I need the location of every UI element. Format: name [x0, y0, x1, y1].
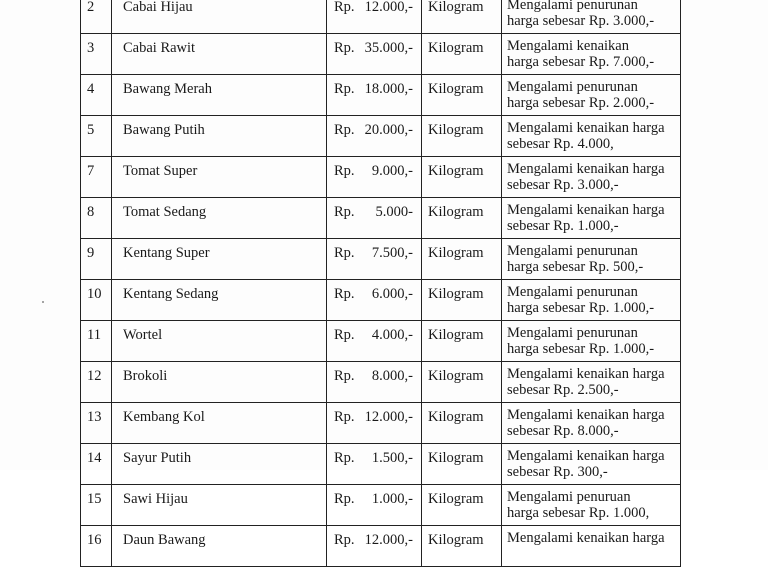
row-number: [81, 362, 112, 403]
unit-cell: [422, 526, 502, 567]
price-value: 12.000,-: [364, 532, 413, 548]
price-cell: [327, 485, 422, 526]
row-number: [81, 239, 112, 280]
row-number-text: 5: [87, 122, 95, 138]
price-cell: [327, 157, 422, 198]
row-number: [81, 403, 112, 444]
row-number-text: 3: [87, 40, 95, 56]
price-change-note: [502, 116, 681, 157]
unit-text: Kilogram: [428, 532, 484, 548]
commodity-name-text: Kembang Kol: [123, 409, 205, 425]
price-change-note: [502, 403, 681, 444]
row-number-text: 12: [87, 368, 102, 384]
table-row: [81, 116, 681, 157]
price-cell: [327, 116, 422, 157]
price-change-note: [502, 485, 681, 526]
note-line-2: sebesar Rp. 2.500,-: [507, 382, 619, 398]
note-line-2: sebesar Rp. 3.000,-: [507, 177, 619, 193]
note-line-2: harga sebesar Rp. 1.000,-: [507, 300, 655, 316]
note-line-1: Mengalami kenaikan harga: [507, 530, 665, 546]
row-number: [81, 157, 112, 198]
row-number: [81, 116, 112, 157]
note-line-1: Mengalami kenaikan harga: [507, 407, 665, 423]
table-row: [81, 444, 681, 485]
commodity-name: [112, 75, 327, 116]
price-value: 12.000,-: [364, 409, 413, 425]
row-number-text: 2: [87, 0, 95, 15]
row-number-text: 8: [87, 204, 95, 220]
note-line-2: harga sebesar Rp. 500,-: [507, 259, 644, 275]
commodity-name-text: Cabai Rawit: [123, 40, 196, 56]
note-line-1: Mengalami kenaikan harga: [507, 161, 665, 177]
commodity-name-text: Sayur Putih: [123, 450, 192, 466]
unit-text: Kilogram: [428, 163, 484, 179]
commodity-price-table: [80, 0, 681, 567]
unit-text: Kilogram: [428, 450, 484, 466]
note-line-2: sebesar Rp. 4.000,: [507, 136, 614, 152]
commodity-name: [112, 362, 327, 403]
note-line-1: Mengalami penurunan: [507, 0, 638, 13]
table-row: [81, 321, 681, 362]
unit-cell: [422, 444, 502, 485]
currency-label: Rp.: [334, 450, 355, 466]
note-line-2: harga sebesar Rp. 3.000,-: [507, 13, 655, 29]
unit-text: Kilogram: [428, 122, 484, 138]
row-number: [81, 526, 112, 567]
currency-label: Rp.: [334, 245, 355, 261]
price-value: 1.500,-: [371, 450, 413, 466]
table-body: [81, 0, 681, 567]
note-line-1: Mengalami penurunan: [507, 79, 638, 95]
commodity-name-text: Kentang Super: [123, 245, 210, 261]
commodity-name-text: Tomat Sedang: [123, 204, 207, 220]
unit-cell: [422, 198, 502, 239]
currency-label: Rp.: [334, 368, 355, 384]
commodity-name: [112, 526, 327, 567]
table-row: [81, 485, 681, 526]
table-row: [81, 239, 681, 280]
commodity-name: [112, 157, 327, 198]
commodity-name-text: Tomat Super: [123, 163, 198, 179]
row-number-text: 9: [87, 245, 95, 261]
price-value: 4.000,-: [371, 327, 413, 343]
note-line-2: harga sebesar Rp. 1.000,: [507, 505, 650, 521]
note-line-1: Mengalami penurunan: [507, 325, 638, 341]
commodity-name-text: Sawi Hijau: [123, 491, 188, 507]
price-value: 18.000,-: [364, 81, 413, 97]
currency-label: Rp.: [334, 81, 355, 97]
price-cell: [327, 362, 422, 403]
commodity-name-text: Bawang Putih: [123, 122, 205, 138]
commodity-name-text: Kentang Sedang: [123, 286, 219, 302]
price-change-note: [502, 526, 681, 567]
unit-cell: [422, 34, 502, 75]
currency-label: Rp.: [334, 204, 355, 220]
note-line-1: Mengalami kenaikan: [507, 38, 629, 54]
unit-cell: [422, 157, 502, 198]
currency-label: Rp.: [334, 409, 355, 425]
unit-text: Kilogram: [428, 0, 484, 15]
unit-cell: [422, 116, 502, 157]
price-cell: [327, 198, 422, 239]
row-number: [81, 280, 112, 321]
note-line-1: Mengalami kenaikan harga: [507, 366, 665, 382]
unit-text: Kilogram: [428, 245, 484, 261]
unit-text: Kilogram: [428, 409, 484, 425]
price-cell: [327, 403, 422, 444]
unit-text: Kilogram: [428, 368, 484, 384]
note-line-1: Mengalami kenaikan harga: [507, 202, 665, 218]
price-change-note: [502, 157, 681, 198]
table-row: [81, 362, 681, 403]
note-line-1: Mengalami penurunan: [507, 284, 638, 300]
price-change-note: [502, 34, 681, 75]
unit-cell: [422, 0, 502, 34]
unit-text: Kilogram: [428, 204, 484, 220]
commodity-name: [112, 34, 327, 75]
note-line-2: sebesar Rp. 300,-: [507, 464, 608, 480]
price-change-note: [502, 280, 681, 321]
note-line-1: Mengalami penurunan: [507, 243, 638, 259]
price-cell: [327, 280, 422, 321]
price-value: 9.000,-: [371, 163, 413, 179]
price-cell: [327, 239, 422, 280]
unit-text: Kilogram: [428, 81, 484, 97]
unit-text: Kilogram: [428, 40, 484, 56]
currency-label: Rp.: [334, 327, 355, 343]
price-cell: [327, 75, 422, 116]
commodity-name: [112, 444, 327, 485]
commodity-name-text: Bawang Merah: [123, 81, 212, 97]
commodity-name: [112, 0, 327, 34]
table-row: [81, 403, 681, 444]
price-change-note: [502, 362, 681, 403]
price-change-note: [502, 75, 681, 116]
table-row: [81, 34, 681, 75]
price-cell: [327, 0, 422, 34]
commodity-name: [112, 116, 327, 157]
table-row: [81, 157, 681, 198]
price-value: 5.000-: [375, 204, 413, 220]
table-row: [81, 75, 681, 116]
row-number-text: 13: [87, 409, 102, 425]
unit-cell: [422, 75, 502, 116]
row-number: [81, 0, 112, 34]
commodity-name-text: Daun Bawang: [123, 532, 206, 548]
price-value: 6.000,-: [371, 286, 413, 302]
currency-label: Rp.: [334, 286, 355, 302]
note-line-1: Mengalami kenaikan harga: [507, 120, 665, 136]
price-value: 1.000,-: [371, 491, 413, 507]
unit-cell: [422, 321, 502, 362]
price-cell: [327, 444, 422, 485]
commodity-name: [112, 321, 327, 362]
price-change-note: [502, 0, 681, 34]
price-value: 20.000,-: [364, 122, 413, 138]
commodity-name: [112, 403, 327, 444]
commodity-name: [112, 485, 327, 526]
currency-label: Rp.: [334, 491, 355, 507]
unit-cell: [422, 362, 502, 403]
row-number: [81, 75, 112, 116]
currency-label: Rp.: [334, 163, 355, 179]
price-change-note: [502, 239, 681, 280]
price-cell: [327, 34, 422, 75]
currency-label: Rp.: [334, 532, 355, 548]
row-number: [81, 444, 112, 485]
row-number: [81, 485, 112, 526]
commodity-name: [112, 280, 327, 321]
commodity-name-text: Brokoli: [123, 368, 168, 384]
price-value: 12.000,-: [364, 0, 413, 15]
currency-label: Rp.: [334, 122, 355, 138]
unit-text: Kilogram: [428, 286, 484, 302]
table-row: [81, 0, 681, 34]
commodity-name-text: Cabai Hijau: [123, 0, 193, 15]
price-cell: [327, 321, 422, 362]
table-row: [81, 280, 681, 321]
row-number: [81, 321, 112, 362]
row-number-text: 4: [87, 81, 95, 97]
row-number-text: 10: [87, 286, 102, 302]
price-change-note: [502, 444, 681, 485]
table-row: [81, 198, 681, 239]
price-change-note: [502, 198, 681, 239]
note-line-2: harga sebesar Rp. 7.000,-: [507, 54, 655, 70]
price-cell: [327, 526, 422, 567]
note-line-1: Mengalami penuruan: [507, 489, 631, 505]
commodity-name: [112, 198, 327, 239]
price-value: 35.000,-: [364, 40, 413, 56]
note-line-2: harga sebesar Rp. 1.000,-: [507, 341, 655, 357]
unit-text: Kilogram: [428, 491, 484, 507]
row-number-text: 7: [87, 163, 95, 179]
price-value: 7.500,-: [371, 245, 413, 261]
note-line-2: sebesar Rp. 8.000,-: [507, 423, 619, 439]
scan-speck: [42, 301, 44, 303]
commodity-name: [112, 239, 327, 280]
table-row: [81, 526, 681, 567]
currency-label: Rp.: [334, 40, 355, 56]
unit-cell: [422, 485, 502, 526]
commodity-name-text: Wortel: [123, 327, 163, 343]
row-number-text: 15: [87, 491, 102, 507]
row-number: [81, 198, 112, 239]
note-line-1: Mengalami kenaikan harga: [507, 448, 665, 464]
unit-cell: [422, 239, 502, 280]
unit-cell: [422, 280, 502, 321]
note-line-2: harga sebesar Rp. 2.000,-: [507, 95, 655, 111]
row-number-text: 16: [87, 532, 102, 548]
row-number: [81, 34, 112, 75]
row-number-text: 11: [87, 327, 101, 343]
price-value: 8.000,-: [371, 368, 413, 384]
note-line-2: sebesar Rp. 1.000,-: [507, 218, 619, 234]
unit-text: Kilogram: [428, 327, 484, 343]
currency-label: Rp.: [334, 0, 355, 15]
unit-cell: [422, 403, 502, 444]
price-change-note: [502, 321, 681, 362]
row-number-text: 14: [87, 450, 102, 466]
